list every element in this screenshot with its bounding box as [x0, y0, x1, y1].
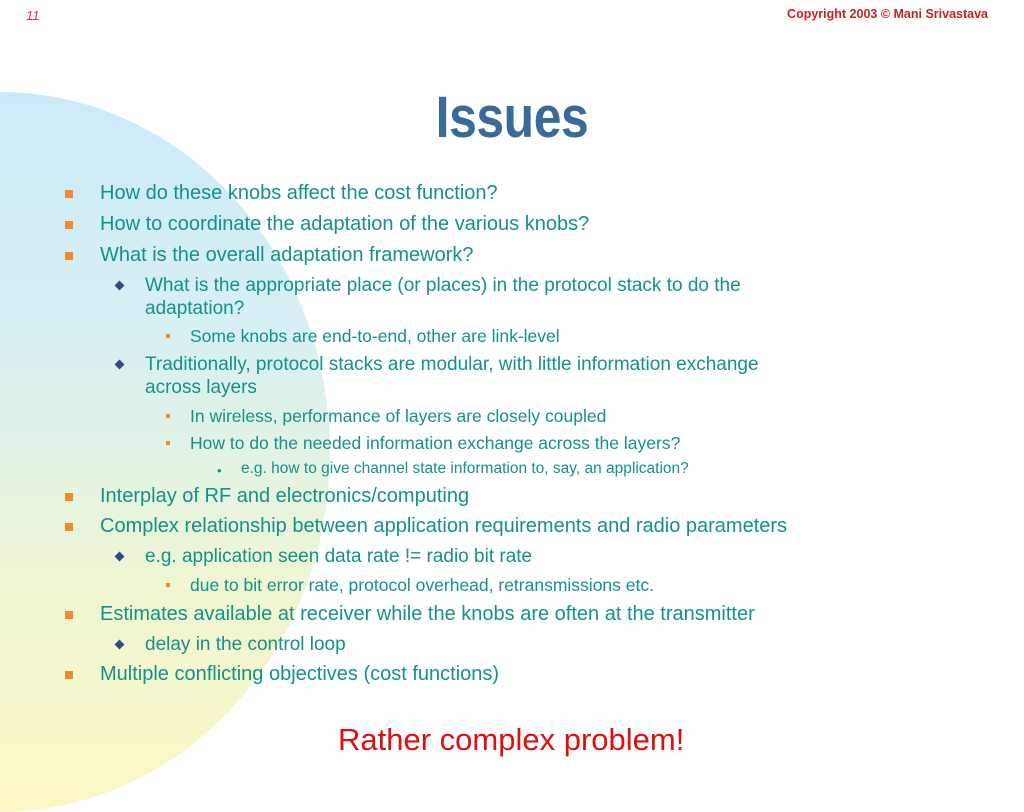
bullet-text: across layers [145, 377, 257, 398]
bullet-text: How to coordinate the adaptation of the various knobs? [100, 213, 590, 235]
sub-sub-bullet-item [190, 433, 680, 454]
small-square-bullet-icon [166, 414, 170, 418]
copyright-notice: Copyright 2003 © Mani Srivastava [787, 7, 988, 21]
bullet-item [100, 515, 787, 538]
small-square-bullet-icon [166, 583, 170, 587]
sub-bullet-continuation [145, 377, 257, 399]
bullet-text: What is the appropriate place (or places) in the protocol stack to do the [145, 275, 741, 296]
sub-sub-bullet-item [190, 575, 654, 596]
bullet-text: Traditionally, protocol stacks are modular, with little information exchange [145, 354, 759, 375]
slide-number: 11 [26, 8, 40, 23]
sub-bullet-item [145, 634, 346, 656]
bullet-text: What is the overall adaptation framework? [100, 244, 474, 266]
square-bullet-icon [65, 611, 73, 619]
square-bullet-icon [65, 671, 73, 679]
bullet-text: How to do the needed information exchange across the layers? [190, 433, 681, 453]
bullet-item [100, 603, 755, 626]
small-square-bullet-icon [166, 441, 170, 445]
sub-sub-bullet-item [190, 326, 560, 347]
sub-bullet-item [145, 354, 759, 376]
bullet-text: How do these knobs affect the cost function? [100, 182, 498, 204]
bullet-text: Complex relationship between application requirements and radio parameters [100, 515, 788, 537]
slide-title: Issues [435, 85, 589, 150]
bullet-item [100, 485, 469, 508]
bullet-text: adaptation? [145, 298, 245, 319]
square-bullet-icon [65, 523, 73, 531]
sub-bullet-continuation [145, 298, 244, 320]
sub-bullet-item [145, 275, 741, 297]
bullet-item [100, 182, 498, 205]
dot-bullet-icon: • [217, 463, 222, 478]
bullet-text: due to bit error rate, protocol overhead, retransmissions etc. [190, 575, 654, 595]
bullet-text: In wireless, performance of layers are closely coupled [190, 406, 607, 426]
sub-bullet-item [145, 546, 532, 568]
bullet-item [100, 244, 474, 267]
sub-sub-bullet-item [190, 406, 606, 427]
bullet-text: Some knobs are end-to-end, other are link-level [190, 326, 560, 346]
square-bullet-icon [65, 221, 73, 229]
bullet-text: e.g. how to give channel state information to, say, an application? [241, 460, 689, 477]
bullet-text: delay in the control loop [145, 634, 346, 655]
level-four-bullet-item [217, 460, 689, 478]
square-bullet-icon [65, 252, 73, 260]
square-bullet-icon [65, 190, 73, 198]
bullet-item [100, 663, 499, 686]
small-square-bullet-icon [166, 334, 170, 338]
conclusion-text: Rather complex problem! [338, 722, 685, 757]
square-bullet-icon [65, 493, 73, 501]
bullet-text: Interplay of RF and electronics/computing [100, 485, 470, 507]
bullet-text: Multiple conflicting objectives (cost functions) [100, 663, 500, 685]
bullet-item [100, 213, 589, 236]
bullet-text: e.g. application seen data rate != radio bit rate [145, 546, 533, 567]
bullet-text: Estimates available at receiver while the knobs are often at the transmitter [100, 603, 755, 625]
